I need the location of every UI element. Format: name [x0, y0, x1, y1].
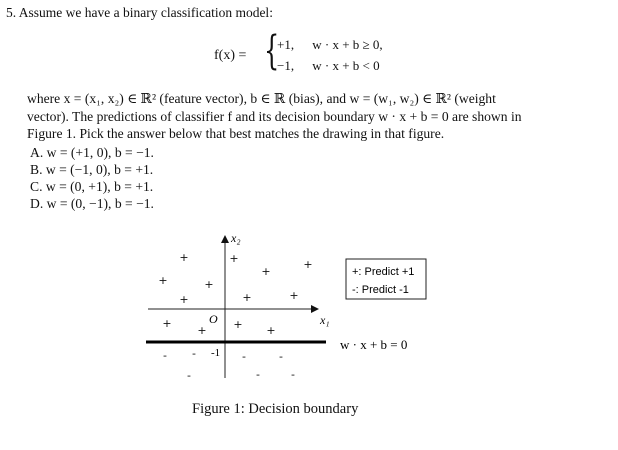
- option-d-text: w = (0, −1), b = −1.: [46, 196, 154, 211]
- option-a-text: w = (+1, 0), b = −1.: [46, 145, 154, 160]
- plus-marker: +: [233, 318, 243, 331]
- function-label: f(x) =: [214, 48, 247, 63]
- minus-marker: -: [291, 368, 295, 381]
- plus-marker: +: [266, 324, 276, 337]
- minus-marker: -: [192, 347, 196, 360]
- paragraph-line-3: Figure 1. Pick the answer below that best matches the drawing in that figure.: [27, 126, 445, 141]
- option-b-text: w = (−1, 0), b = +1.: [45, 162, 154, 177]
- paragraph-line-2: vector). The predictions of classifier f and its decision boundary w · x + b = 0 are shown in: [27, 108, 522, 124]
- case2-condition: w · x + b < 0: [312, 58, 380, 73]
- plus-marker: +: [197, 324, 207, 337]
- plus-marker: +: [158, 274, 168, 287]
- option-a-letter: A.: [30, 145, 44, 160]
- question-intro: Assume we have a binary classification model:: [18, 5, 273, 20]
- option-c-letter: C.: [30, 179, 43, 194]
- plus-marker: +: [229, 252, 239, 265]
- minus-marker: -: [163, 349, 167, 362]
- legend-plus-entry: +: Predict +1: [352, 266, 415, 278]
- tick-label-minus-one: -1: [211, 347, 221, 359]
- plus-marker: +: [242, 291, 252, 304]
- case2-value: −1,: [277, 58, 295, 73]
- question-number: 5.: [6, 5, 17, 20]
- plus-marker: +: [289, 289, 299, 302]
- option-b-letter: B.: [30, 162, 43, 177]
- plus-marker: +: [162, 317, 172, 330]
- minus-marker: -: [279, 350, 283, 363]
- case1-condition: w · x + b ≥ 0,: [312, 37, 383, 52]
- legend-minus-entry: -: Predict -1: [352, 284, 409, 296]
- origin-label: O: [209, 312, 218, 326]
- minus-marker: -: [256, 368, 260, 381]
- paragraph-line-1: where x = (x₁, x₂) ∈ ℝ² (feature vector), b ∈ ℝ (bias), and w = (w₁, w₂) ∈ ℝ² (weight: [27, 91, 496, 106]
- plus-marker: +: [303, 258, 313, 271]
- option-c-text: w = (0, +1), b = +1.: [45, 179, 154, 194]
- minus-marker: -: [242, 350, 246, 363]
- boundary-equation-label: w · x + b = 0: [340, 337, 408, 352]
- x2-axis-label: x₂: [231, 231, 241, 245]
- case1-value: +1,: [277, 37, 295, 52]
- x1-axis-label: x₁: [320, 313, 330, 327]
- option-d-letter: D.: [30, 196, 44, 211]
- figure-caption: Figure 1: Decision boundary: [192, 401, 359, 417]
- plus-marker: +: [261, 265, 271, 278]
- minus-marker: -: [187, 369, 191, 382]
- cases-brace: {: [264, 28, 280, 74]
- plus-marker: +: [179, 251, 189, 264]
- plus-marker: +: [204, 278, 214, 291]
- plus-marker: +: [179, 293, 189, 306]
